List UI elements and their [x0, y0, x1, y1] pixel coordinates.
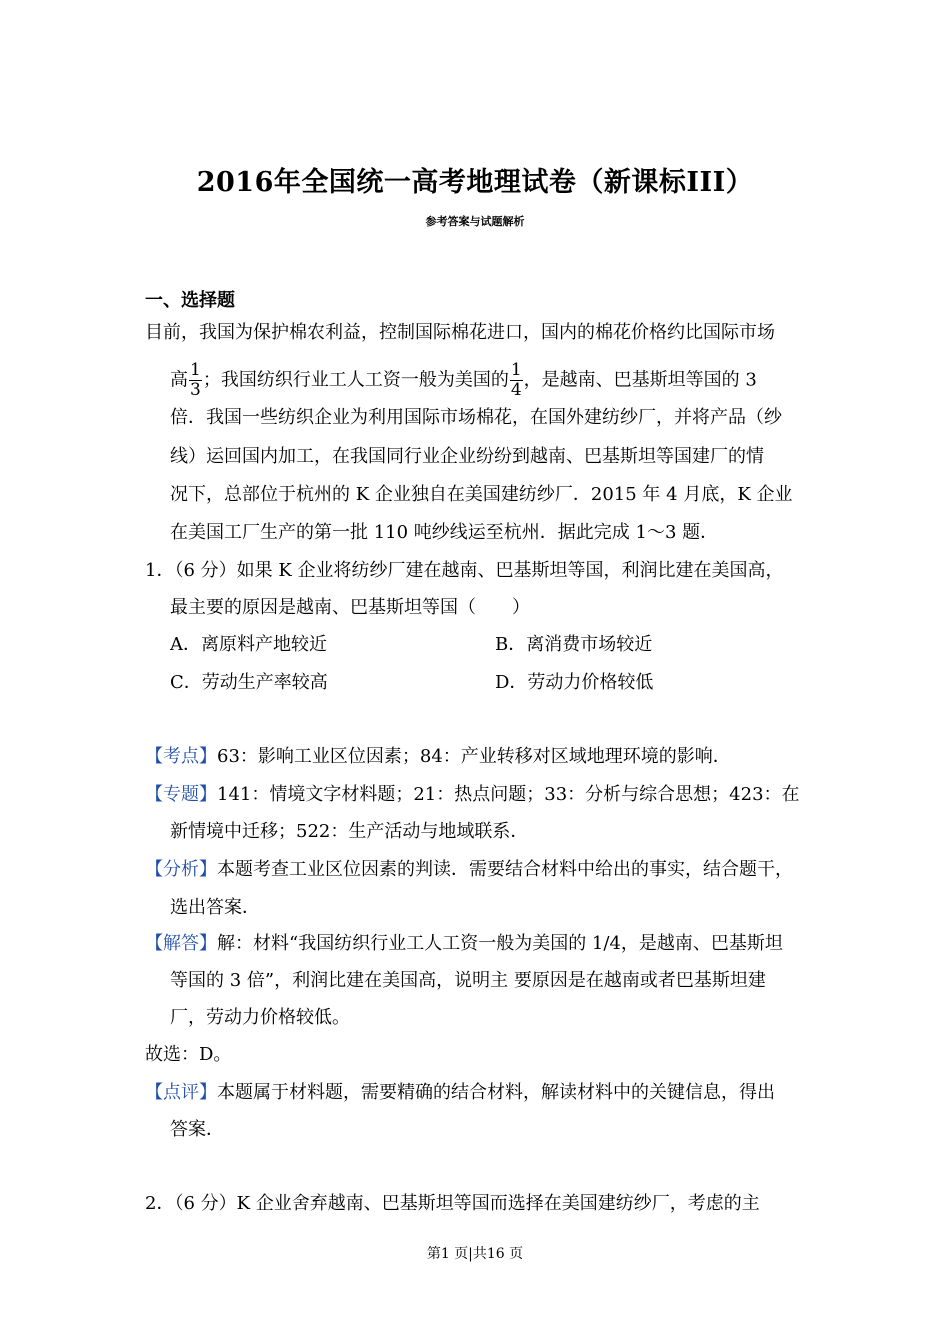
fenxi-line-1	[145, 858, 793, 882]
fenxi-line-2: 选出答案．	[170, 897, 260, 918]
jieda-line-1	[145, 932, 783, 956]
jieda-tag: 【解答】	[145, 933, 217, 954]
material-line-1: 目前，我国为保护棉农利益，控制国际棉花进口，国内的棉花价格约比国际市场	[145, 322, 775, 343]
dianping-text-1: 本题属于材料题，需要精确的结合材料，解读材料中的关键信息，得出	[217, 1082, 775, 1103]
zhuanti-text-1: 141：情境文字材料题；21：热点问题；33：分析与综合思想；423：在	[217, 784, 800, 805]
material-line-2-post: ，是越南、巴基斯坦等国的 3	[523, 369, 757, 391]
zhuanti-line-1	[145, 783, 800, 807]
material-line-4: 线）运回国内加工，在我国同行业企业纷纷到越南、巴基斯坦等国建厂的情	[170, 446, 764, 467]
page-title: 2016年全国统一高考地理试卷（新课标III）	[196, 167, 754, 198]
question-1-line-2: 最主要的原因是越南、巴基斯坦等国（ ）	[170, 597, 530, 618]
material-line-2-mid: ；我国纺织行业工人工资一般为美国的	[202, 369, 509, 391]
page-footer: 第1 页|共16 页	[426, 1246, 524, 1262]
material-line-2	[170, 361, 757, 400]
jieda-line-2: 等国的 3 倍”，利润比建在美国高，说明主 要原因是在越南或者巴基斯坦建	[170, 970, 766, 991]
kaodian-line	[145, 745, 731, 769]
answer-line: 故选：D。	[145, 1044, 232, 1065]
zhuanti-tag: 【专题】	[145, 784, 217, 805]
jieda-text-1: 解：材料“我国纺织行业工人工资一般为美国的 1/4，是越南、巴基斯坦	[217, 933, 783, 954]
option-c: C．劳动生产率较高	[170, 672, 328, 693]
fenxi-tag: 【分析】	[145, 859, 217, 880]
material-line-2-pre: 高	[170, 369, 188, 391]
kaodian-text: 63：影响工业区位因素；84：产业转移对区域地理环境的影响．	[217, 746, 731, 767]
material-line-5: 况下，总部位于杭州的 K 企业独自在美国建纺纱厂．2015 年 4 月底，K 企业	[170, 484, 793, 505]
material-line-6: 在美国工厂生产的第一批 110 吨纱线运至杭州．据此完成 1～3 题．	[170, 522, 719, 543]
fenxi-text-1: 本题考查工业区位因素的判读．需要结合材料中给出的事实，结合题干，	[217, 859, 793, 880]
dianping-line-1	[145, 1081, 775, 1105]
option-b: B．离消费市场较近	[495, 634, 653, 655]
zhuanti-line-2: 新情境中迁移；522：生产活动与地域联系．	[170, 821, 529, 842]
question-1-line-1: 1．（6 分）如果 K 企业将纺纱厂建在越南、巴基斯坦等国，利润比建在美国高，	[145, 560, 784, 581]
jieda-line-3: 厂，劳动力价格较低。	[170, 1007, 350, 1028]
section-heading: 一、选择题	[145, 290, 235, 311]
option-d: D．劳动力价格较低	[495, 672, 654, 693]
material-line-3: 倍．我国一些纺织企业为利用国际市场棉花，在国外建纺纱厂，并将产品（纱	[170, 407, 782, 428]
dianping-line-2: 答案．	[170, 1119, 224, 1140]
kaodian-tag: 【考点】	[145, 746, 217, 767]
page-subtitle: 参考答案与试题解析	[425, 215, 525, 228]
fraction-one-third: $\frac{1}{3}$	[190, 360, 201, 400]
question-2-line-1: 2．（6 分）K 企业舍弃越南、巴基斯坦等国而选择在美国建纺纱厂，考虑的主	[145, 1193, 760, 1214]
dianping-tag: 【点评】	[145, 1082, 217, 1103]
fraction-one-quarter: $\frac{1}{4}$	[510, 360, 522, 400]
option-a: A．离原料产地较近	[170, 634, 327, 655]
